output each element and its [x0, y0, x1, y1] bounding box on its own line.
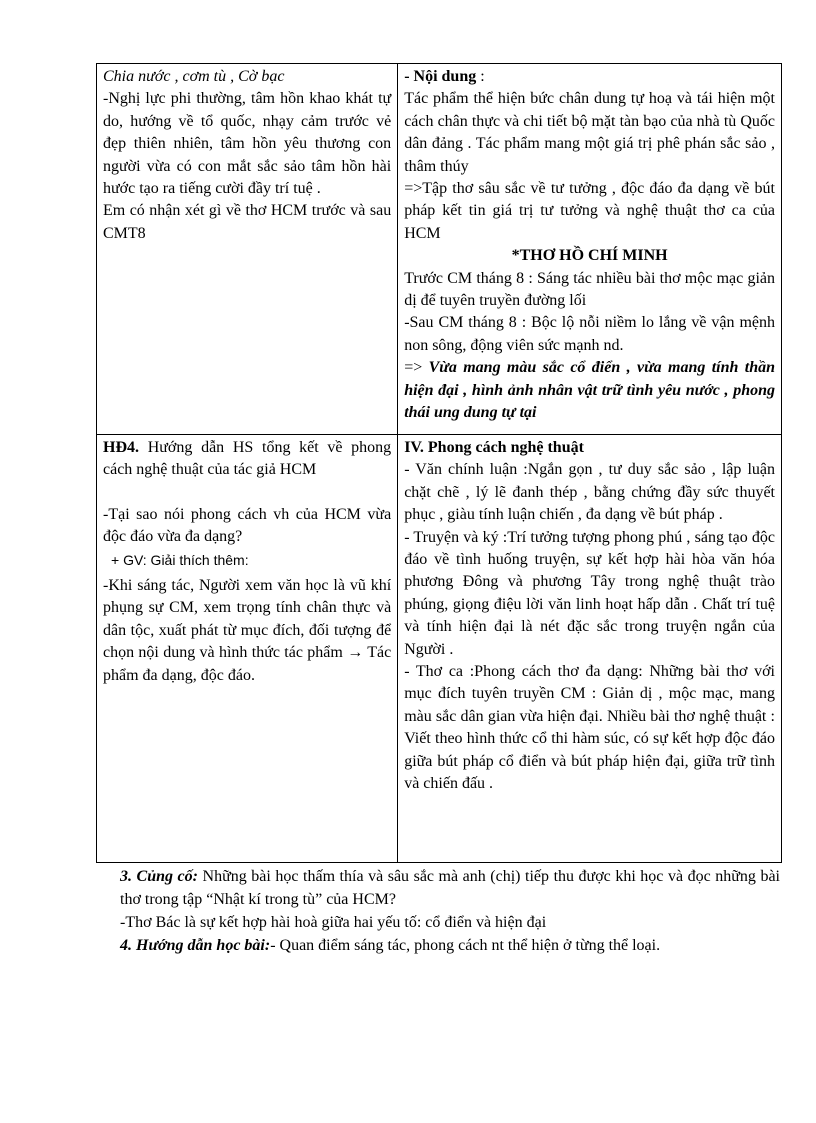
activity-text: Hướng dẫn HS tổng kết về phong cách nghệ thuật của tác giả HCM [103, 439, 392, 479]
conclusion-prefix: => [404, 359, 429, 377]
cell-heading: Chia nước , cơm tù , Cờ bạc [103, 68, 285, 85]
section-4-label: 4. Hướng dẫn học bài: [120, 937, 271, 954]
lesson-table [96, 63, 782, 863]
table-row [97, 435, 782, 863]
section-3-label: 3. Củng cố: [120, 868, 198, 885]
table-row [97, 64, 782, 435]
section-4-text: - Quan điểm sáng tác, phong cách nt thể hiện ở từng thể loại. [270, 937, 661, 954]
cell-paragraph: -Sau CM tháng 8 : Bộc lộ nỗi niềm lo lắng về vận mệnh non sông, động viên sức mạnh nd. [404, 314, 775, 354]
content-label-suffix: : [476, 68, 485, 85]
section-heading: *THƠ HỒ CHÍ MINH [511, 247, 668, 265]
spacer [103, 482, 391, 504]
footer-section-4 [120, 934, 780, 957]
cell-paragraph: -Nghị lực phi thường, tâm hồn khao khát tự do, hướng về tổ quốc, nhạy cảm trước vẻ đẹp thiên nhiên, tâm hồn yêu thương con người vừa có con mắt sắc sảo tâm hồn hài hước tạo ra tiếng cười đầy trí tuệ . [103, 90, 392, 198]
cell-question: Em có nhận xét gì về thơ HCM trước và sau CMT8 [103, 202, 392, 242]
cell-paragraph [103, 575, 391, 687]
teacher-note: + GV: Giải thích thêm: [111, 551, 249, 568]
conclusion-text: Vừa mang màu sắc cổ điển , vừa mang tính thần hiện đại , hình ảnh nhân vật trữ tình yêu nước , phong thái ung dung tự tại [404, 359, 776, 422]
content-label: - Nội dung [404, 68, 477, 85]
arrow-right-icon: → [347, 644, 364, 662]
footer-section-3 [120, 865, 780, 911]
cell-paragraph: - Thơ ca :Phong cách thơ đa dạng: Những bài thơ với mục đích tuyên truyền CM : Giản dị , mộc mạc, mang màu sắc dân gian vừa hiện đại. Nhiều bài thơ nghệ thuật : Viết theo hình thức cổ thi hàm súc, có sự kết hợp độc đáo giữa bút pháp cổ điển và bút pháp hiện đại, giữa trữ tình và chiến đấu . [404, 663, 775, 793]
table-cell-content [398, 435, 782, 863]
footer-line: -Thơ Bác là sự kết hợp hài hoà giữa hai yếu tố: cổ điển và hiện đại [120, 914, 547, 931]
section-heading: IV. Phong cách nghệ thuật [404, 439, 584, 456]
content-label-line [404, 66, 775, 88]
cell-paragraph: =>Tập thơ sâu sắc về tư tưởng , độc đáo đa dạng về bút pháp kết tin giá trị tư tưởng và nghệ thuật thơ ca của HCM [404, 180, 775, 242]
section-3-text: Những bài học thấm thía và sâu sắc mà anh (chị) tiếp thu được khi học và đọc những bài thơ trong tập “Nhật kí trong tù” của HCM? [120, 868, 780, 908]
cell-paragraph: Trước CM tháng 8 : Sáng tác nhiều bài thơ mộc mạc giản dị để tuyên truyền đường lối [404, 269, 775, 310]
cell-paragraph: - Văn chính luận :Ngắn gọn , tư duy sắc sảo , lập luận chặt chẽ , lý lẽ đanh thép , bằng chứng đầy sức thuyết phục , giàu tính luận chiến , đa dạng về bút pháp . [404, 461, 775, 524]
paragraph-text: -Khi sáng tác, Người xem văn học là vũ khí phụng sự CM, xem trọng tính chân thực và dân tộc, xuất phát từ mục đích, đối tượng để chọn nội dung và hình thức tác phẩm [103, 577, 392, 662]
table-cell-content [398, 64, 782, 435]
activity-label: HĐ4. [103, 439, 139, 456]
table-cell-activity [97, 435, 398, 863]
conclusion-line [404, 357, 775, 424]
cell-paragraph: Tác phẩm thể hiện bức chân dung tự hoạ và tái hiện một cách chân thực và chi tiết bộ mặt tàn bạo của nhà tù Quốc dân đảng . Tác phẩm mang một giá trị phê phán sắc sảo , thâm thúy [404, 90, 775, 175]
table-cell-activity [97, 64, 398, 435]
paragraph-end: Tác phẩm đa dạng, độc đáo. [103, 644, 392, 684]
lesson-footer [120, 865, 780, 957]
activity-intro [103, 437, 391, 482]
cell-question: -Tại sao nói phong cách vh của HCM vừa độc đáo vừa đa dạng? [103, 505, 392, 546]
cell-paragraph: - Truyện và ký :Trí tưởng tượng phong phú , sáng tạo độc đáo về tình huống truyện, sự kết hợp hài hòa văn hóa phương Đông và phương Tây trong nghệ thuật trào phúng, giọng điệu lời văn linh hoạt hấp dẫn . Chất trí tuệ và tính hiện đại là nét đặc sắc trong truyện ngắn của Người . [404, 528, 775, 658]
